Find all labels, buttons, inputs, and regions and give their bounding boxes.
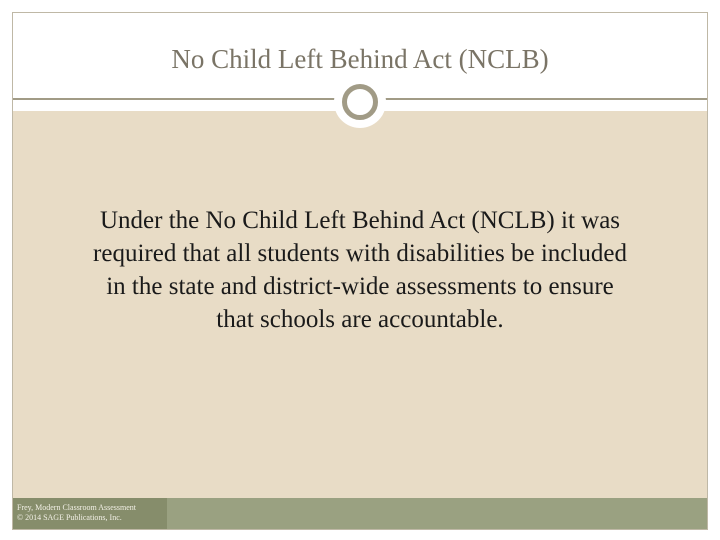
divider-line-right xyxy=(385,98,707,100)
body-line-2: required that all students with disabilities be included xyxy=(93,240,627,267)
body-line-1: Under the No Child Left Behind Act (NCLB) it was xyxy=(99,207,621,234)
body-line-3: in the state and district-wide assessments to ensure xyxy=(106,273,614,300)
body-text xyxy=(13,204,707,336)
footer-citation xyxy=(17,503,136,523)
footer-line-2: © 2014 SAGE Publications, Inc. xyxy=(17,513,122,522)
footer-line-1: Frey, Modern Classroom Assessment xyxy=(17,503,137,512)
content-area xyxy=(13,111,707,498)
slide-title: No Child Left Behind Act (NCLB) xyxy=(171,44,549,74)
body-line-4: that schools are accountable. xyxy=(216,306,504,333)
circle-ring-icon xyxy=(342,84,378,120)
divider-line-left xyxy=(13,98,335,100)
